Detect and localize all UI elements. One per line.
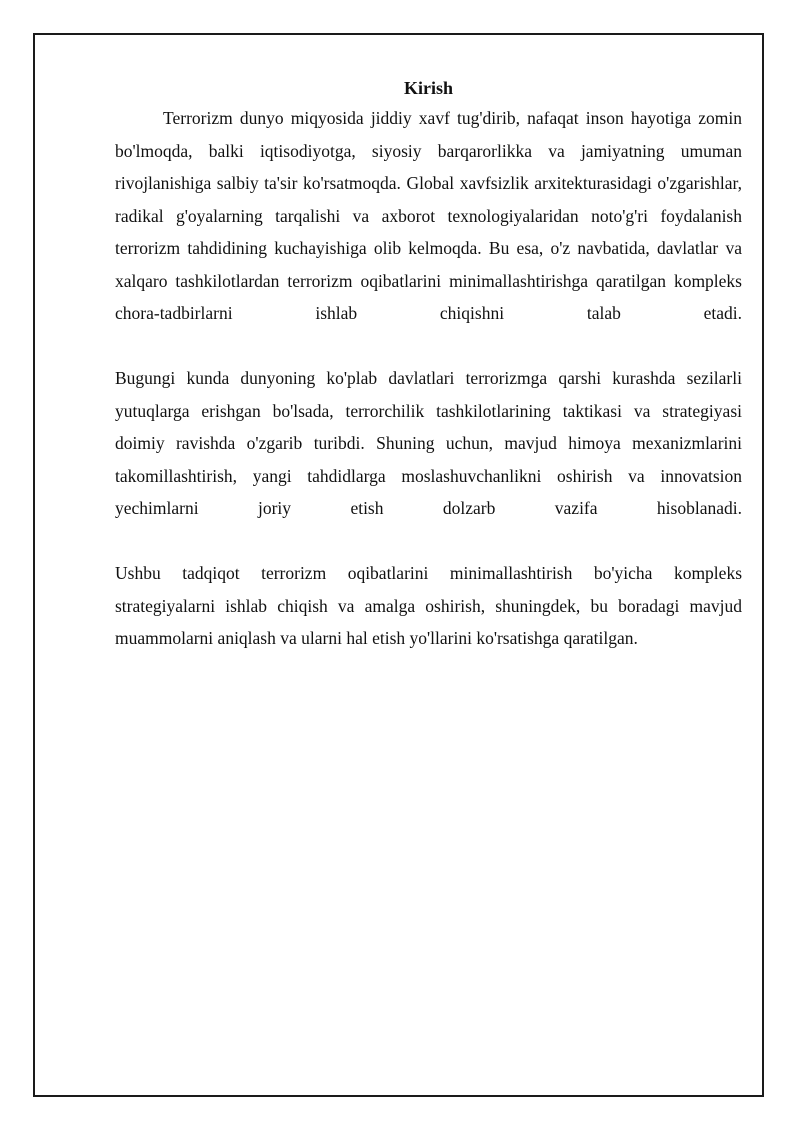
document-body (115, 74, 742, 655)
paragraph-2: Bugungi kunda dunyoning ko'plab davlatlari terrorizmga qarshi kurashda sezilarli yutuqlarga erishgan bo'lsada, terrorchilik tashkilotlarining taktikasi va strategiyasi doimiy ravishda o'zgarib turibdi. Shuning uchun, mavjud himoya mexanizmlarini takomillashtirish, yangi tahdidlarga moslashuvchanlikni oshirish va innovatsion yechimlarni joriy etish dolzarb vazifa hisoblanadi. (115, 368, 742, 518)
paragraph-1: Terrorizm dunyo miqyosida jiddiy xavf tug'dirib, nafaqat inson hayotiga zomin bo'lmoqda, balki iqtisodiyotga, siyosiy barqarorlikka va jamiyatning umuman rivojlanishiga salbiy ta'sir ko'rsatmoqda. Global xavfsizlik arxitekturasidagi o'zgarishlar, radikal g'oyalarning tarqalishi va axborot texnologiyalaridan noto'g'ri foydalanish terrorizm tahdidining kuchayishiga olib kelmoqda. Bu esa, o'z navbatida, davlatlar va xalqaro tashkilotlardan terrorizm oqibatlarini minimallashtirishga qaratilgan kompleks chora-tadbirlarni ishlab chiqishni talab etadi. (115, 108, 742, 323)
paragraph-3: Ushbu tadqiqot terrorizm oqibatlarini minimallashtirish bo'yicha kompleks strategiyalarni ishlab chiqish va amalga oshirish, shuningdek, bu boradagi mavjud muammolarni aniqlash va ularni hal etish yo'llarini ko'rsatishga qaratilgan. (115, 563, 742, 648)
document-title: Kirish (403, 78, 453, 98)
paragraph-gap (115, 330, 742, 363)
paragraph-gap (115, 525, 742, 558)
